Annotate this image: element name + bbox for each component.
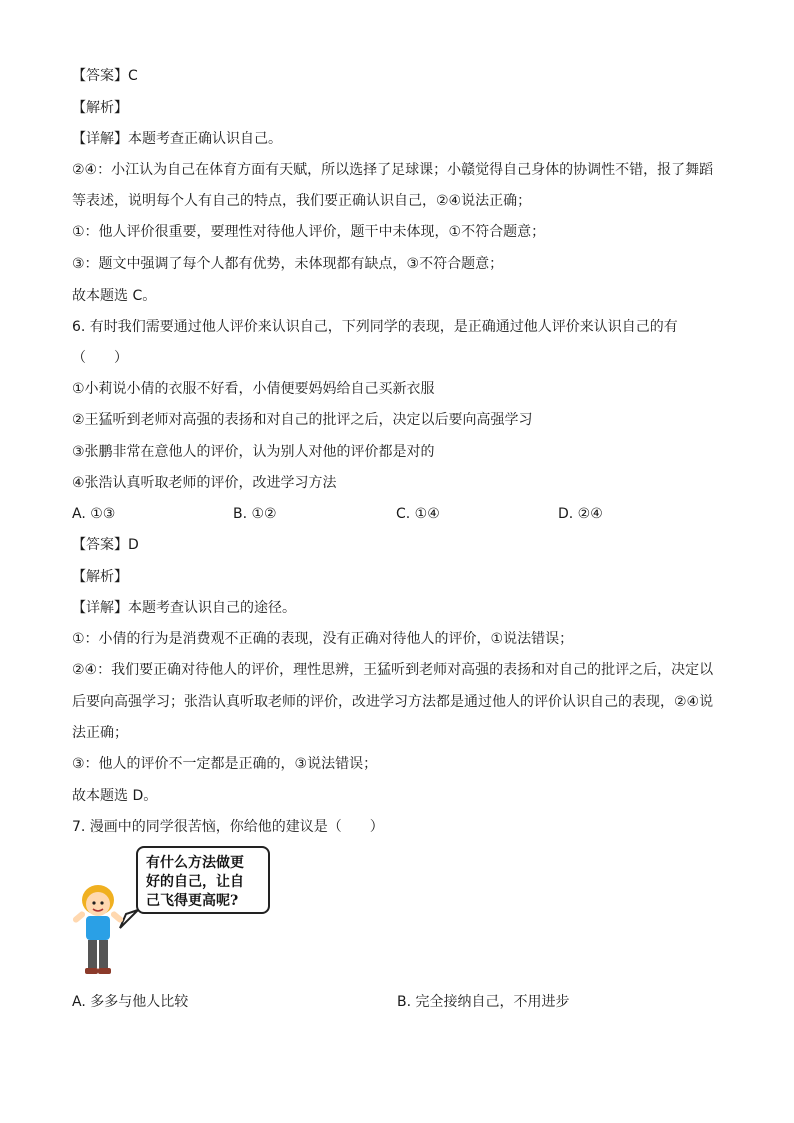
pants — [88, 940, 97, 968]
bubble-line-3: 己飞得更高呢? — [146, 893, 239, 909]
q5-para-3: ①：他人评价很重要，要理性对待他人评价，题干中未体现，①不符合题意； — [72, 224, 546, 240]
q5-para-4: ③：题文中强调了每个人都有优势，未体现都有缺点，③不符合题意； — [72, 256, 504, 272]
bubble-line-1: 有什么方法做更 — [146, 855, 244, 871]
q6-analysis-title: 【解析】 — [72, 569, 128, 585]
q5-detail: 【详解】本题考查正确认识自己。 — [72, 131, 282, 147]
q5-answer: 【答案】C — [72, 68, 138, 84]
q6-statement-4: ④张浩认真听取老师的评价，改进学习方法 — [72, 475, 337, 491]
q6-option-a: A. ①③ — [72, 506, 116, 522]
q5-analysis-title: 【解析】 — [72, 100, 128, 116]
q5-para-1: ②④：小江认为自己在体育方面有天赋，所以选择了足球课；小赣觉得自己身体的协调性不错，报了舞蹈 — [72, 162, 714, 178]
q6-para-2a: ②④：我们要正确对待他人的评价，理性思辨，王猛听到老师对高强的表扬和对自己的批评之后，决定以 — [72, 662, 714, 678]
q6-answer: 【答案】D — [72, 537, 139, 553]
q5-conclusion: 故本题选 C。 — [72, 288, 157, 304]
q5-para-2: 等表述，说明每个人有自己的特点，我们要正确认识自己，②④说法正确； — [72, 193, 532, 209]
speech-bubble — [136, 846, 270, 914]
q6-option-b: B. ①② — [233, 506, 277, 522]
q7-stem: 7. 漫画中的同学很苦恼，你给他的建议是（ ） — [72, 819, 384, 835]
q6-statement-2: ②王猛听到老师对高强的表扬和对自己的批评之后，决定以后要向高强学习 — [72, 412, 533, 428]
face — [86, 892, 110, 916]
q6-option-d: D. ②④ — [558, 506, 603, 522]
q6-detail: 【详解】本题考查认识自己的途径。 — [72, 600, 296, 616]
q6-conclusion: 故本题选 D。 — [72, 788, 158, 804]
q6-para-2c: 法正确； — [72, 725, 128, 741]
q6-statement-3: ③张鹏非常在意他人的评价，认为别人对他的评价都是对的 — [72, 444, 435, 460]
q6-para-2b: 后要向高强学习；张浩认真听取老师的评价，改进学习方法都是通过他人的评价认识自己的表现，②④说 — [72, 694, 714, 710]
q7-option-b: B. 完全接纳自己，不用进步 — [397, 994, 570, 1010]
q6-para-1: ①：小倩的行为是消费观不正确的表现，没有正确对待他人的评价，①说法错误； — [72, 631, 574, 647]
shirt — [86, 916, 110, 940]
q6-blank: （ ） — [72, 350, 128, 366]
bubble-line-2: 好的自己，让自 — [146, 874, 244, 890]
q6-para-3: ③：他人的评价不一定都是正确的，③说法错误； — [72, 756, 378, 772]
q6-stem: 6. 有时我们需要通过他人评价来认识自己，下列同学的表现，是正确通过他人评价来认识自己的有 — [72, 319, 678, 335]
q7-option-a: A. 多多与他人比较 — [72, 994, 189, 1010]
q6-option-c: C. ①④ — [396, 506, 440, 522]
q6-statement-1: ①小莉说小倩的衣服不好看，小倩便要妈妈给自己买新衣服 — [72, 381, 435, 397]
